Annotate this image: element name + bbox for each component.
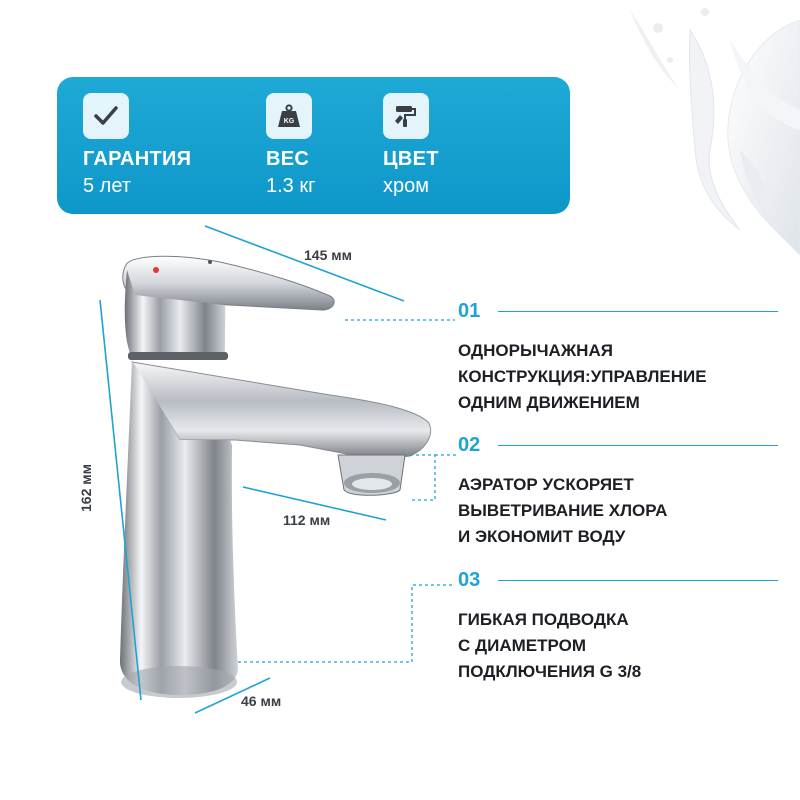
spec-warranty-value: 5 лет (83, 175, 131, 197)
milk-splash-image (570, 0, 800, 300)
feature-01-divider (498, 311, 778, 312)
spec-weight-label: ВЕС (266, 148, 310, 170)
weight-icon-text: KG (283, 118, 295, 125)
spec-color-label: ЦВЕТ (383, 148, 439, 170)
dimension-length-label: 145 мм (304, 247, 352, 263)
weight-icon (266, 93, 312, 139)
paint-roller-icon (383, 93, 429, 139)
feature-02-text: АЭРАТОР УСКОРЯЕТ ВЫВЕТРИВАНИЕ ХЛОРА И ЭКОНОМИТ ВОДУ (458, 475, 668, 546)
feature-01-text: ОДНОРЫЧАЖНАЯ КОНСТРУКЦИЯ:УПРАВЛЕНИЕ ОДНИМ ДВИЖЕНИЕМ (458, 341, 707, 412)
feature-01-number: 01 (458, 300, 481, 322)
feature-03-text: ГИБКАЯ ПОДВОДКА С ДИАМЕТРОМ ПОДКЛЮЧЕНИЯ G 3/8 (458, 610, 642, 681)
specs-panel (57, 77, 570, 214)
checkmark-icon (83, 93, 129, 139)
dimension-base-label: 46 мм (241, 693, 282, 709)
dimension-height-label: 162 мм (77, 464, 94, 512)
dimension-spout-label: 112 мм (283, 512, 331, 528)
feature-02-number: 02 (458, 434, 481, 456)
spec-warranty-label: ГАРАНТИЯ (83, 148, 192, 170)
feature-02-divider (498, 445, 778, 446)
feature-03-number: 03 (458, 569, 481, 591)
spec-color-value: хром (383, 175, 429, 197)
faucet-image (0, 220, 450, 800)
spec-weight-value: 1.3 кг (266, 175, 316, 197)
feature-03-divider (498, 580, 778, 581)
